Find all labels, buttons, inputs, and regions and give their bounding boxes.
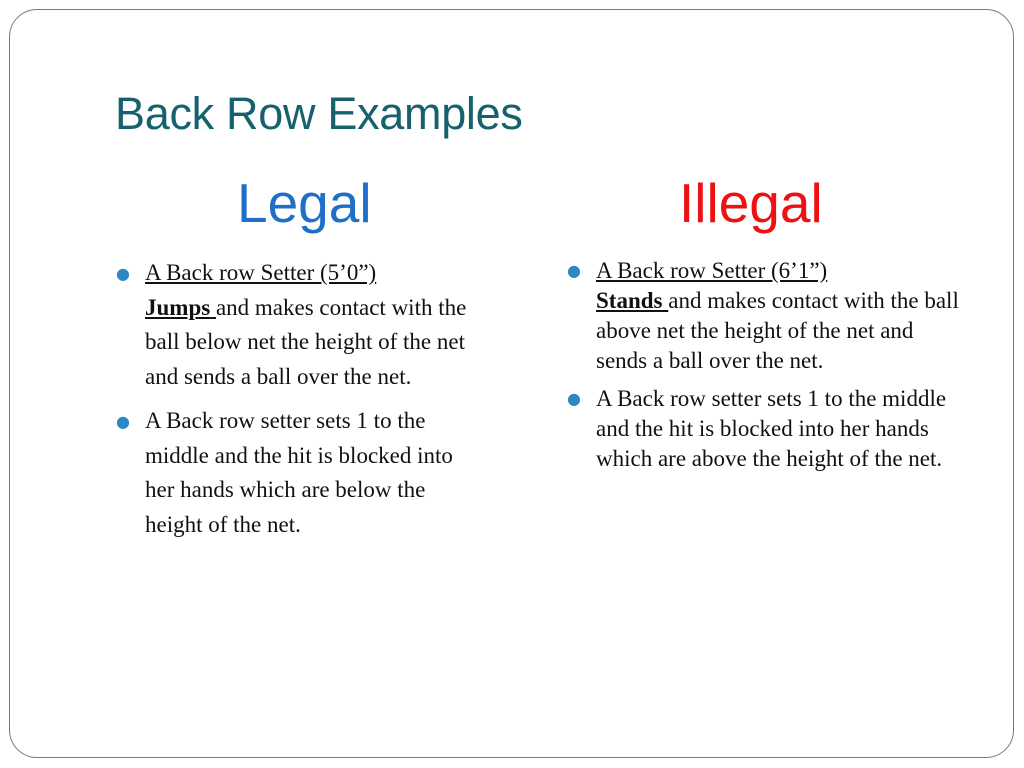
legal-bullet-2-text: A Back row setter sets 1 to the middle and the hit is blocked into her hands which are below the height of the net. bbox=[145, 408, 453, 537]
legal-heading: Legal bbox=[237, 172, 372, 234]
legal-bullet-2 bbox=[113, 404, 485, 542]
bullet-dot-icon: ● bbox=[567, 261, 581, 280]
illegal-bullet-1-text: and makes contact with the ball above net the height of the net and sends a ball over the net. bbox=[596, 288, 959, 373]
legal-column bbox=[113, 256, 485, 552]
illegal-bullet-1-action: Stands bbox=[596, 288, 663, 313]
legal-bullet-1 bbox=[113, 256, 485, 394]
legal-bullet-1-setter: A Back row Setter (5’0”) bbox=[145, 260, 377, 285]
illegal-bullet-1-setter: A Back row Setter (6’1”) bbox=[596, 258, 828, 283]
illegal-bullet-2-text: A Back row setter sets 1 to the middle and the hit is blocked into her hands which are above the height of the net. bbox=[596, 386, 947, 471]
slide-title: Back Row Examples bbox=[115, 88, 523, 139]
legal-bullet-1-action: Jumps bbox=[145, 294, 211, 320]
bullet-dot-icon: ● bbox=[567, 389, 581, 408]
bullet-dot-icon: ● bbox=[116, 264, 130, 283]
illegal-column bbox=[564, 256, 964, 482]
illegal-bullet-2 bbox=[564, 384, 964, 474]
legal-bullet-1-text: and makes contact with the ball below net the height of the net and sends a ball over the net. bbox=[145, 294, 467, 389]
illegal-bullet-1 bbox=[564, 256, 964, 376]
bullet-dot-icon: ● bbox=[116, 412, 130, 431]
illegal-heading: Illegal bbox=[679, 172, 823, 234]
